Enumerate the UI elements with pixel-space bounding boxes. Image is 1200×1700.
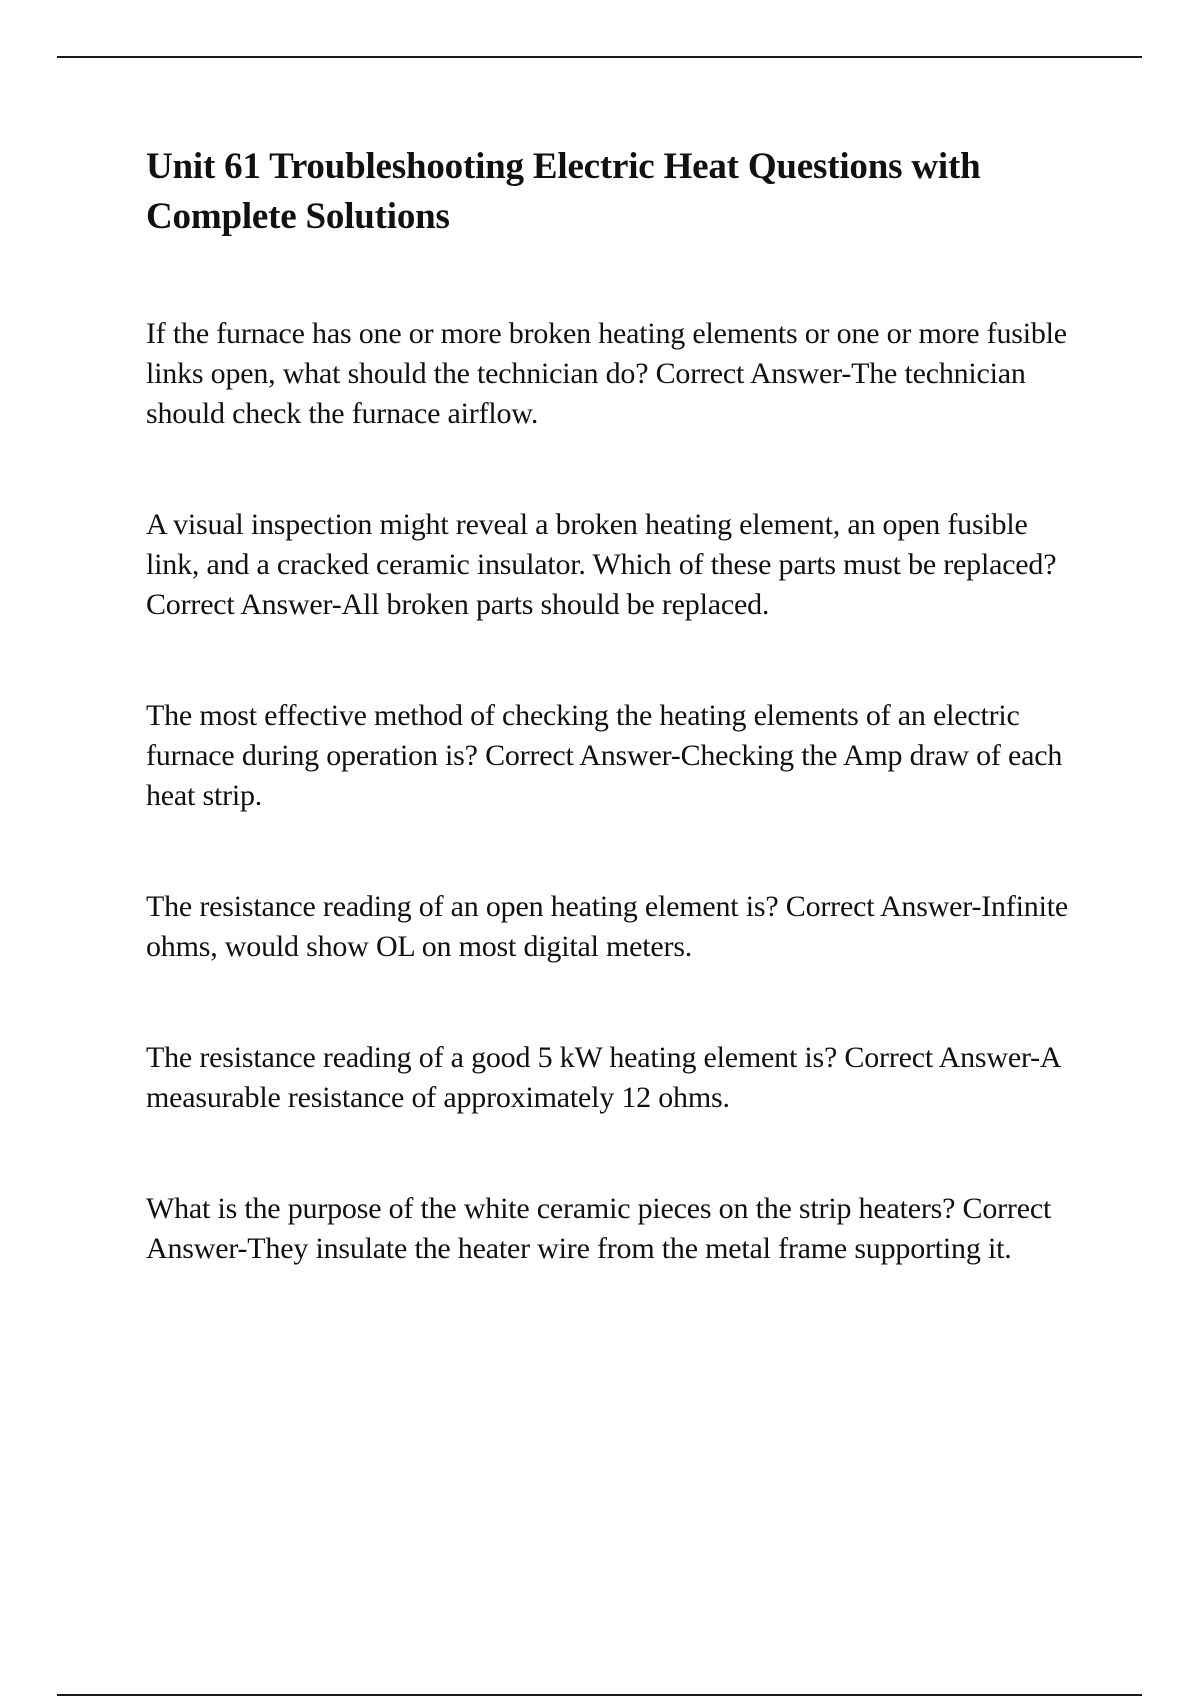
document-title: Unit 61 Troubleshooting Electric Heat Questions with Complete Solutions [146, 146, 981, 237]
qa-item-5: The resistance reading of a good 5 kW heating element is? Correct Answer-A measurable resistance of approximately 12 ohms. [146, 1041, 1060, 1114]
qa-item-4: The resistance reading of an open heating element is? Correct Answer-Infinite ohms, would show OL on most digital meters. [146, 890, 1068, 963]
qa-item-6: What is the purpose of the white ceramic pieces on the strip heaters? Correct Answer-They insulate the heater wire from the metal frame supporting it. [146, 1192, 1052, 1265]
header-rule [57, 56, 1142, 58]
footer-rule [57, 1694, 1142, 1696]
qa-item-1: If the furnace has one or more broken heating elements or one or more fusible links open, what should the technician do? Correct Answer-The technician should check the furnace airflow. [146, 317, 1067, 430]
qa-item-2: A visual inspection might reveal a broken heating element, an open fusible link, and a cracked ceramic insulator. Which of these parts must be replaced? Correct Answer-All broken parts should be replaced. [146, 508, 1057, 621]
qa-item-3: The most effective method of checking the heating elements of an electric furnace during operation is? Correct Answer-Checking the Amp draw of each heat strip. [146, 699, 1063, 812]
document-body [146, 142, 1086, 1340]
